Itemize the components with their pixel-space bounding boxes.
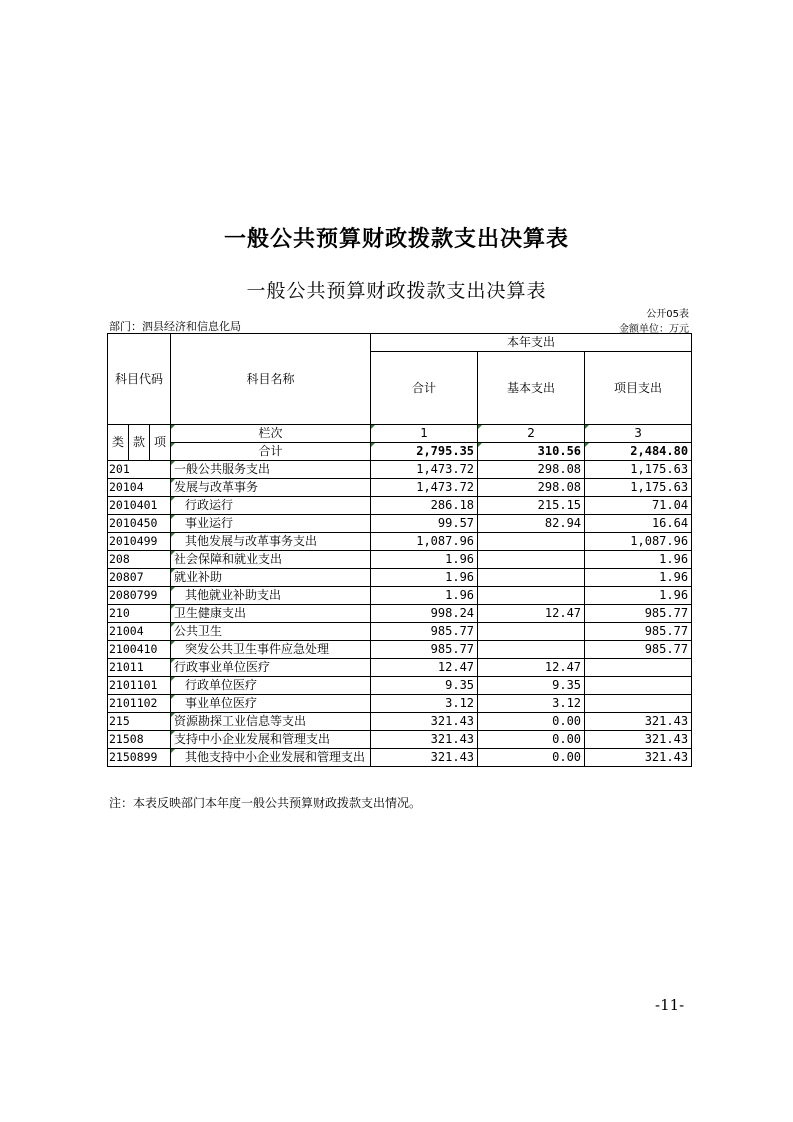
subject-code: 2101102 bbox=[108, 695, 171, 713]
column-number-1: 1 bbox=[371, 425, 478, 443]
subject-code: 2010450 bbox=[108, 515, 171, 533]
subject-code: 208 bbox=[108, 551, 171, 569]
project-value: 71.04 bbox=[585, 497, 692, 515]
subject-name: 资源勘探工业信息等支出 bbox=[171, 713, 371, 731]
basic-value: 215.15 bbox=[478, 497, 585, 515]
project-value: 1,175.63 bbox=[585, 479, 692, 497]
subject-name: 发展与改革事务 bbox=[171, 479, 371, 497]
subject-name: 事业单位医疗 bbox=[171, 695, 371, 713]
subject-code: 21508 bbox=[108, 731, 171, 749]
column-number-3: 3 bbox=[585, 425, 692, 443]
project-value: 321.43 bbox=[585, 749, 692, 767]
table-row bbox=[108, 515, 692, 533]
subject-code: 2100410 bbox=[108, 641, 171, 659]
project-value: 16.64 bbox=[585, 515, 692, 533]
basic-value bbox=[478, 623, 585, 641]
total-value: 99.57 bbox=[371, 515, 478, 533]
department-label: 部门：泗县经济和信息化局 bbox=[109, 320, 241, 333]
table-row bbox=[108, 551, 692, 569]
header-column-number: 栏次 bbox=[171, 425, 371, 443]
basic-value bbox=[478, 551, 585, 569]
total-project: 2,484.80 bbox=[585, 443, 692, 461]
subject-name: 公共卫生 bbox=[171, 623, 371, 641]
project-value: 985.77 bbox=[585, 623, 692, 641]
table-row bbox=[108, 659, 692, 677]
total-sum: 2,795.35 bbox=[371, 443, 478, 461]
subject-code: 201 bbox=[108, 461, 171, 479]
basic-value: 82.94 bbox=[478, 515, 585, 533]
basic-value: 0.00 bbox=[478, 731, 585, 749]
project-value: 321.43 bbox=[585, 731, 692, 749]
header-current-year-expenditure: 本年支出 bbox=[371, 334, 692, 352]
subject-code: 2010499 bbox=[108, 533, 171, 551]
table-row bbox=[108, 569, 692, 587]
header-subject-name: 科目名称 bbox=[171, 334, 371, 425]
subject-code: 2010401 bbox=[108, 497, 171, 515]
project-value: 1,175.63 bbox=[585, 461, 692, 479]
total-value: 1,473.72 bbox=[371, 461, 478, 479]
header-subject-code: 科目代码 bbox=[108, 334, 171, 425]
total-basic: 310.56 bbox=[478, 443, 585, 461]
subject-name: 就业补助 bbox=[171, 569, 371, 587]
project-value: 985.77 bbox=[585, 605, 692, 623]
total-value: 3.12 bbox=[371, 695, 478, 713]
subject-name: 一般公共服务支出 bbox=[171, 461, 371, 479]
form-number: 公开05表 bbox=[646, 309, 689, 320]
header-section: 款 bbox=[129, 425, 150, 461]
basic-value bbox=[478, 641, 585, 659]
project-value: 1,087.96 bbox=[585, 533, 692, 551]
header-total: 合计 bbox=[371, 352, 478, 425]
table-row bbox=[108, 461, 692, 479]
subject-code: 2080799 bbox=[108, 587, 171, 605]
subject-name: 行政运行 bbox=[171, 497, 371, 515]
subject-name: 行政单位医疗 bbox=[171, 677, 371, 695]
table-row bbox=[108, 731, 692, 749]
total-value: 1.96 bbox=[371, 569, 478, 587]
table-row bbox=[108, 695, 692, 713]
project-value: 1.96 bbox=[585, 551, 692, 569]
subject-name: 其他支持中小企业发展和管理支出 bbox=[171, 749, 371, 767]
table-row bbox=[108, 677, 692, 695]
subject-name: 支持中小企业发展和管理支出 bbox=[171, 731, 371, 749]
basic-value bbox=[478, 533, 585, 551]
amount-unit-label: 金额单位：万元 bbox=[619, 324, 689, 335]
total-value: 286.18 bbox=[371, 497, 478, 515]
header-basic-expenditure: 基本支出 bbox=[478, 352, 585, 425]
table-note: 注：本表反映部门本年度一般公共预算财政拨款支出情况。 bbox=[109, 796, 422, 810]
subject-code: 21004 bbox=[108, 623, 171, 641]
subject-code: 2150899 bbox=[108, 749, 171, 767]
subject-name: 其他就业补助支出 bbox=[171, 587, 371, 605]
total-value: 1,087.96 bbox=[371, 533, 478, 551]
subject-name: 卫生健康支出 bbox=[171, 605, 371, 623]
subject-code: 21011 bbox=[108, 659, 171, 677]
total-value: 1.96 bbox=[371, 551, 478, 569]
project-value: 985.77 bbox=[585, 641, 692, 659]
total-value: 985.77 bbox=[371, 623, 478, 641]
basic-value: 12.47 bbox=[478, 605, 585, 623]
table-row bbox=[108, 479, 692, 497]
subject-code: 2101101 bbox=[108, 677, 171, 695]
total-value: 321.43 bbox=[371, 749, 478, 767]
project-value: 1.96 bbox=[585, 569, 692, 587]
table-row bbox=[108, 587, 692, 605]
project-value bbox=[585, 695, 692, 713]
total-value: 998.24 bbox=[371, 605, 478, 623]
table-row bbox=[108, 605, 692, 623]
total-value: 1.96 bbox=[371, 587, 478, 605]
header-project-expenditure: 项目支出 bbox=[585, 352, 692, 425]
total-value: 321.43 bbox=[371, 731, 478, 749]
basic-value: 0.00 bbox=[478, 713, 585, 731]
table-row bbox=[108, 713, 692, 731]
table-row bbox=[108, 623, 692, 641]
project-value bbox=[585, 677, 692, 695]
header-class: 类 bbox=[108, 425, 129, 461]
subject-name: 社会保障和就业支出 bbox=[171, 551, 371, 569]
basic-value: 0.00 bbox=[478, 749, 585, 767]
basic-value bbox=[478, 569, 585, 587]
total-value: 9.35 bbox=[371, 677, 478, 695]
project-value bbox=[585, 659, 692, 677]
subject-code: 210 bbox=[108, 605, 171, 623]
project-value: 1.96 bbox=[585, 587, 692, 605]
basic-value: 3.12 bbox=[478, 695, 585, 713]
subject-code: 20104 bbox=[108, 479, 171, 497]
subject-name: 事业运行 bbox=[171, 515, 371, 533]
total-value: 321.43 bbox=[371, 713, 478, 731]
subject-code: 20807 bbox=[108, 569, 171, 587]
header-item: 项 bbox=[150, 425, 171, 461]
project-value: 321.43 bbox=[585, 713, 692, 731]
column-number-2: 2 bbox=[478, 425, 585, 443]
basic-value: 9.35 bbox=[478, 677, 585, 695]
basic-value bbox=[478, 587, 585, 605]
total-value: 12.47 bbox=[371, 659, 478, 677]
subject-name: 突发公共卫生事件应急处理 bbox=[171, 641, 371, 659]
total-value: 985.77 bbox=[371, 641, 478, 659]
table-title: 一般公共预算财政拨款支出决算表 bbox=[246, 280, 547, 302]
page-number: -11- bbox=[655, 996, 685, 1014]
table-row bbox=[108, 533, 692, 551]
table-row bbox=[108, 749, 692, 767]
basic-value: 298.08 bbox=[478, 461, 585, 479]
expenditure-table bbox=[107, 333, 692, 767]
total-value: 1,473.72 bbox=[371, 479, 478, 497]
subject-code: 215 bbox=[108, 713, 171, 731]
subject-name: 行政事业单位医疗 bbox=[171, 659, 371, 677]
subject-name: 其他发展与改革事务支出 bbox=[171, 533, 371, 551]
basic-value: 12.47 bbox=[478, 659, 585, 677]
basic-value: 298.08 bbox=[478, 479, 585, 497]
table-row bbox=[108, 641, 692, 659]
total-row-label: 合计 bbox=[171, 443, 371, 461]
table-row bbox=[108, 497, 692, 515]
document-heading: 一般公共预算财政拨款支出决算表 bbox=[223, 227, 569, 252]
